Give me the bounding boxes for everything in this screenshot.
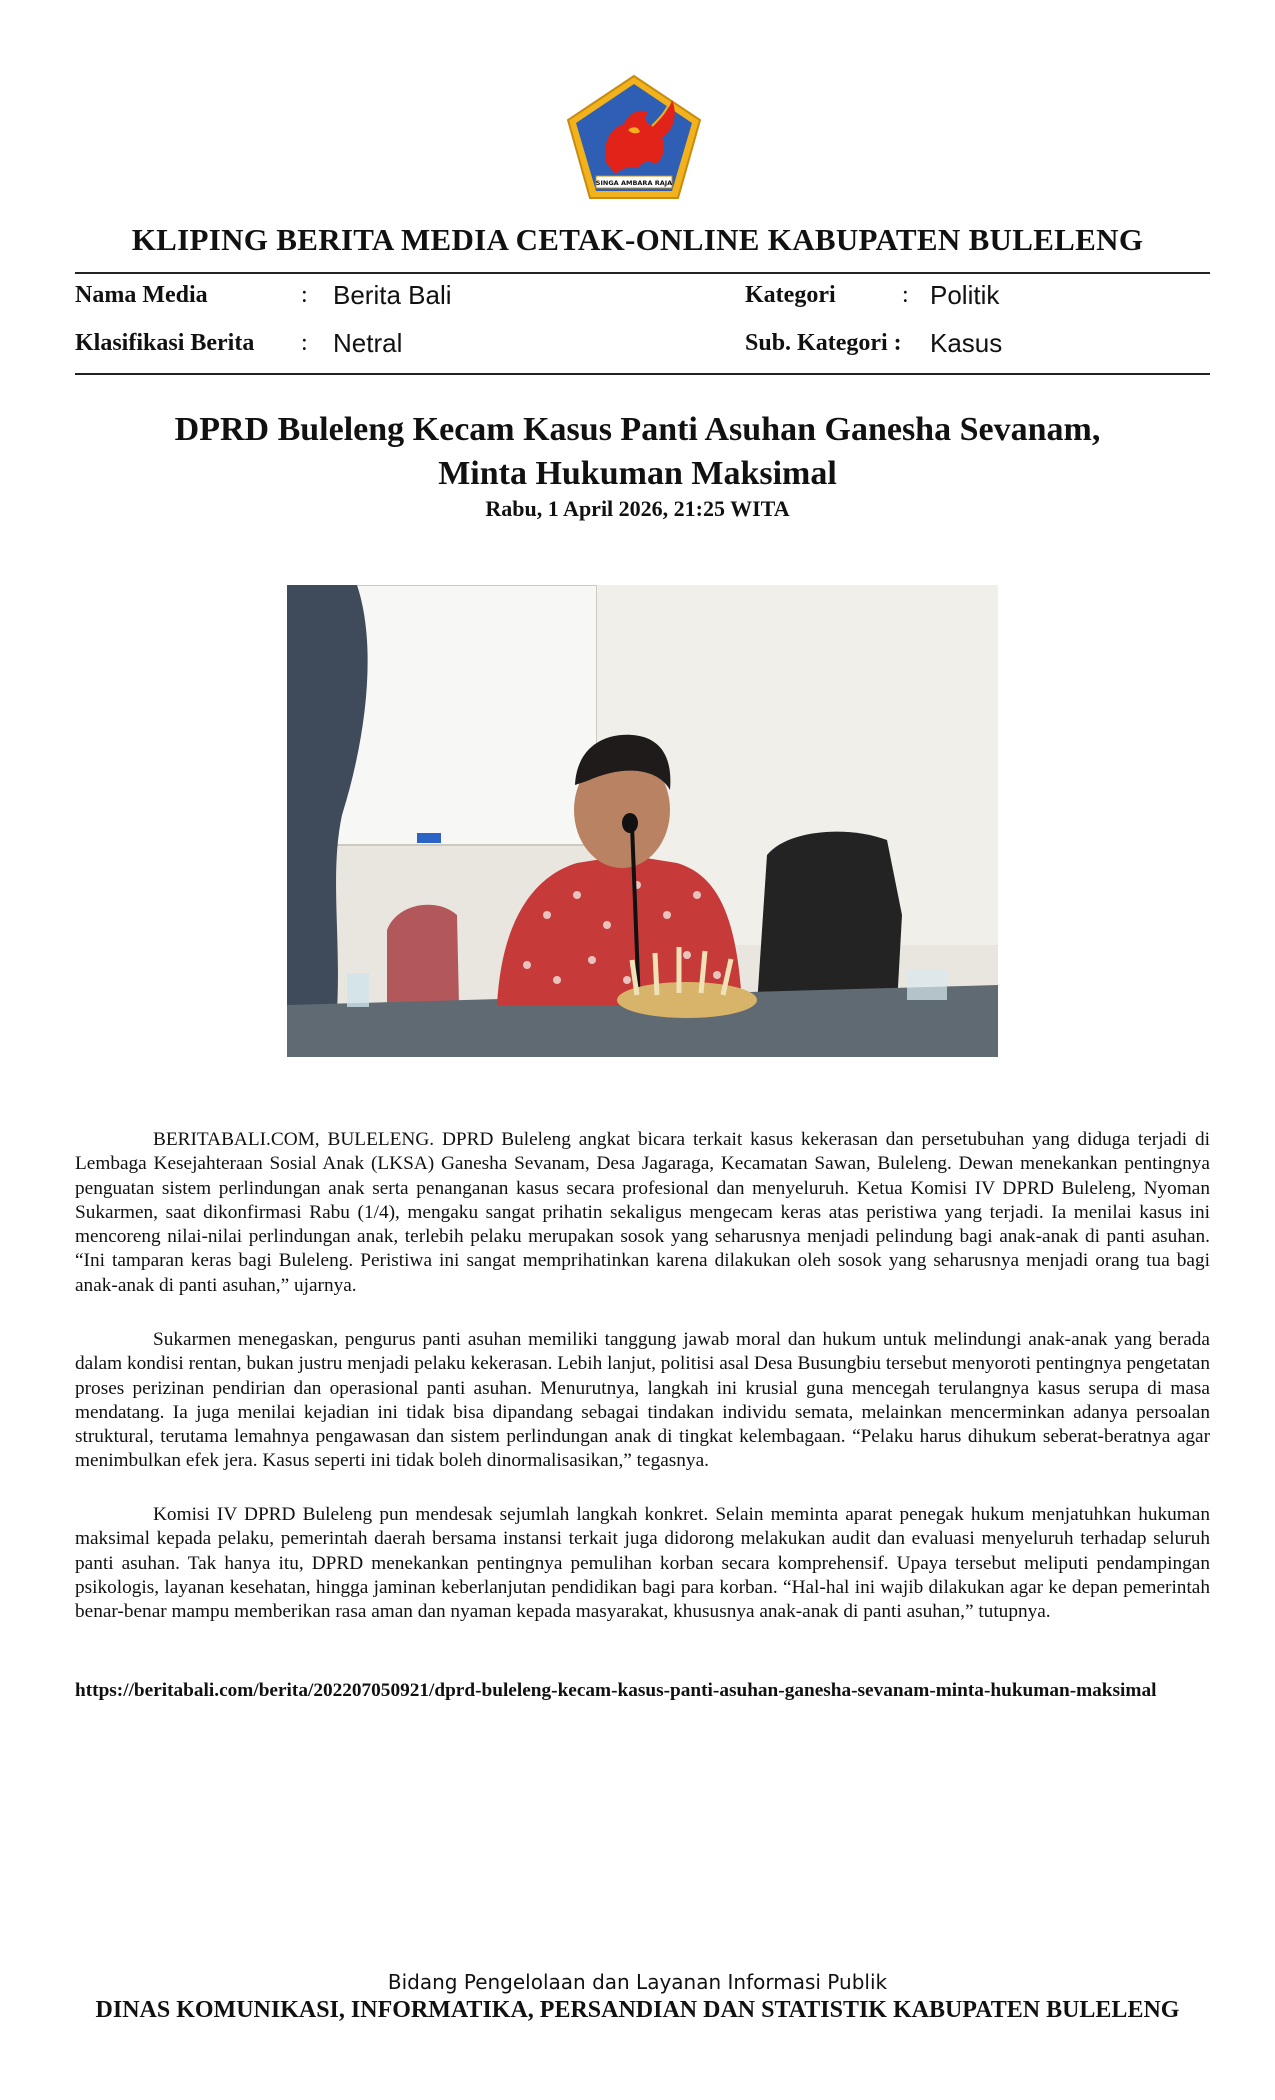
headline-line-1: DPRD Buleleng Kecam Kasus Panti Asuhan Ganesha Sevanam, [174,411,1101,448]
klasifikasi-label: Klasifikasi Berita [75,330,255,356]
article-paragraph-3 [75,1503,1210,1624]
kliping-title: KLIPING BERITA MEDIA CETAK-ONLINE KABUPATEN BULELENG [131,222,1144,257]
footer-unit: Bidang Pengelolaan dan Layanan Informasi Publik [387,1970,888,1994]
article-date: Rabu, 1 April 2026, 21:25 WITA [485,496,790,521]
source-url-link[interactable]: https://beritabali.com/berita/202207050921/dprd-buleleng-kecam-kasus-panti-asuhan-ganesha-sevanam-minta-hukuman-maksimal [75,1680,1157,1701]
media-colon: : [301,282,308,308]
article-headline [0,408,1275,496]
article-paragraph-1 [75,1128,1210,1298]
article-paragraph-2 [75,1328,1210,1474]
footer-office: DINAS KOMUNIKASI, INFORMATIKA, PERSANDIAN DAN STATISTIK KABUPATEN BULELENG [95,1997,1180,2023]
crest-motto: SINGA AMBARA RAJA [595,179,673,187]
klasifikasi-colon: : [301,330,308,356]
top-divider [75,272,1210,274]
bottom-divider [75,373,1210,375]
subkategori-value: Kasus [930,328,1003,358]
paragraph-text: Sukarmen menegaskan, pengurus panti asuhan memiliki tanggung jawab moral dan hukum untuk melindungi anak-anak yang berada dalam kondisi rentan, bukan justru menjadi pelaku kekerasan. Lebih lanjut, politisi asal Desa Busungbiu tersebut menyoroti pentingnya pengetatan proses perizinan pendirian dan operasional panti asuhan. Menurutnya, langkah ini krusial guna mencegah terulangnya kasus serupa di masa mendatang. Ia juga menilai kejadian ini tidak bisa dipandang sebagai tindakan individu semata, melainkan mencerminkan adanya persoalan struktural, terutama lemahnya pengawasan dan sistem perlindungan anak di tingkat kelembagaan. “Pelaku harus dihukum seberat-beratnya agar menimbulkan efek jera. Kasus seperti ini tidak boleh dinormalisasikan,” tegasnya. [75,1329,1210,1472]
media-label: Nama Media [75,282,208,308]
kategori-label: Kategori [745,282,836,308]
kategori-colon: : [902,282,909,308]
paragraph-text: Komisi IV DPRD Buleleng pun mendesak sejumlah langkah konkret. Selain meminta aparat penegak hukum menjatuhkan hukuman maksimal kepada pelaku, pemerintah daerah bersama instansi terkait juga didorong melakukan audit dan evaluasi menyeluruh terhadap seluruh panti asuhan. Tak hanya itu, DPRD menekankan pentingnya pemulihan korban secara komprehensif. Upaya tersebut meliputi pendampingan psikologis, layanan kesehatan, hingga jaminan keberlanjutan pendidikan bagi para korban. “Hal-hal ini wajib dilakukan agar ke depan pemerintah benar-benar mampu memberikan rasa aman dan nyaman kepada masyarakat, khususnya anak-anak di panti asuhan,” tutupnya. [75,1504,1210,1623]
news-photo-man-at-microphone [287,585,998,1057]
klasifikasi-value: Netral [333,328,403,358]
singa-ambara-raja-crest-icon [566,74,702,200]
headline-line-2: Minta Hukuman Maksimal [438,455,837,492]
paragraph-text: BERITABALI.COM, BULELENG. DPRD Buleleng angkat bicara terkait kasus kekerasan dan persetubuhan yang diduga terjadi di Lembaga Kesejahteraan Sosial Anak (LKSA) Ganesha Sevanam, Desa Jagaraga, Kecamatan Sawan, Buleleng. Dewan menekankan pentingnya penguatan sistem perlindungan anak serta penanganan kasus secara profesional dan menyeluruh. Ketua Komisi IV DPRD Buleleng, Nyoman Sukarmen, saat dikonfirmasi Rabu (1/4), mengaku sangat prihatin sekaligus mengecam keras atas peristiwa yang terjadi. Ia menilai kasus ini mencoreng nilai-nilai perlindungan anak, terlebih pelaku merupakan sosok yang seharusnya menjadi pelindung bagi anak-anak di panti asuhan. “Ini tamparan keras bagi Buleleng. Peristiwa ini sangat memprihatinkan karena dilakukan oleh sosok yang seharusnya menjadi orang tua bagi anak-anak di panti asuhan,” ujarnya. [75,1129,1210,1296]
subkategori-label: Sub. Kategori : [745,330,902,356]
kategori-value: Politik [930,280,1000,310]
media-value: Berita Bali [333,280,452,310]
